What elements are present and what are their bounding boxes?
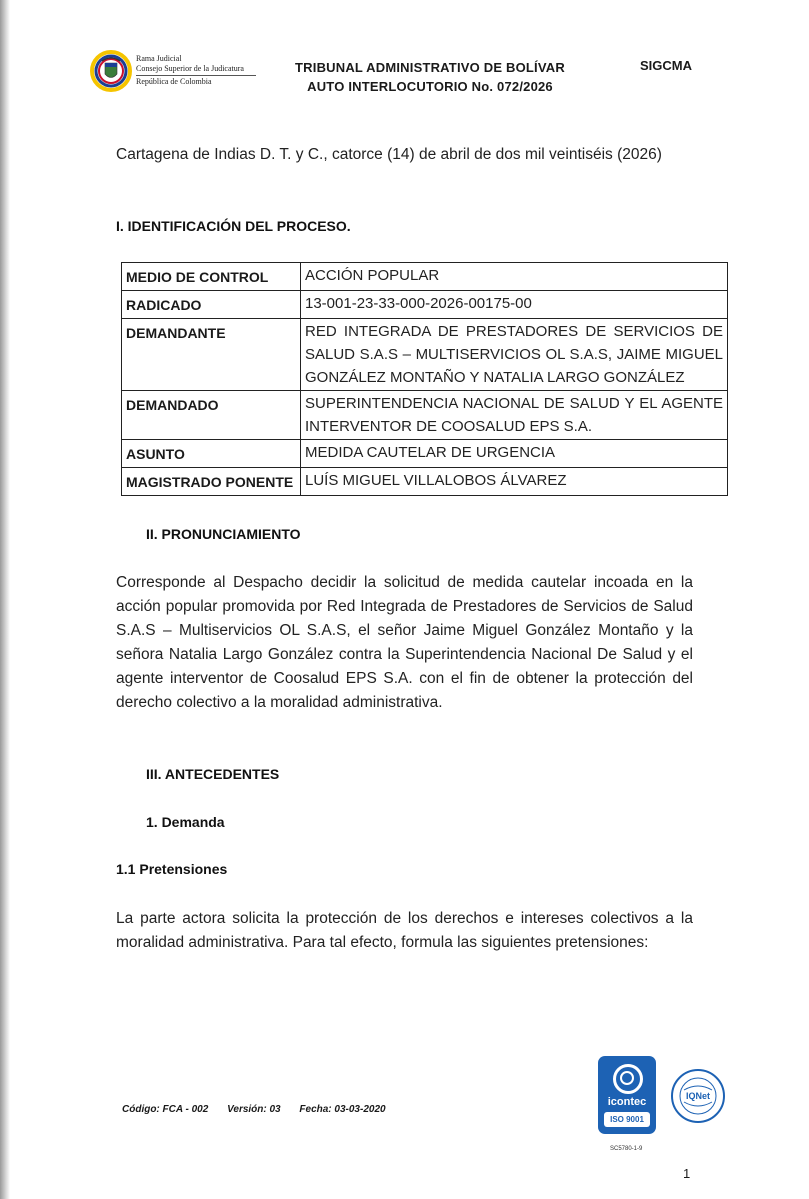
table-value-cell: LUÍS MIGUEL VILLALOBOS ÁLVAREZ — [301, 468, 728, 496]
table-value-cell: MEDIDA CAUTELAR DE URGENCIA — [301, 440, 728, 468]
footer-version: Versión: 03 — [227, 1104, 281, 1115]
table-key-cell: ASUNTO — [122, 440, 301, 468]
process-identification-table — [121, 262, 728, 496]
table-key-cell: DEMANDANTE — [122, 319, 301, 391]
rama-judicial-logo — [90, 48, 260, 96]
pretensiones-paragraph: La parte actora solicita la protección de los derechos e intereses colectivos a la moralidad administrativa. Para tal efecto, formula las siguientes pretensiones: — [116, 910, 693, 951]
court-name: TRIBUNAL ADMINISTRATIVO DE BOLÍVAR — [295, 60, 565, 75]
iqnet-label: IQNet — [685, 1091, 711, 1101]
logo-text — [136, 54, 244, 87]
section-1-heading: I. IDENTIFICACIÓN DEL PROCESO. — [116, 218, 351, 234]
auto-number: AUTO INTERLOCUTORIO No. 072/2026 — [307, 79, 553, 94]
table-row — [122, 468, 728, 496]
certificate-code: SC5780-1-9 — [610, 1146, 643, 1152]
icontec-name: icontec — [607, 1096, 647, 1108]
icontec-inner-ring-icon — [620, 1071, 634, 1085]
subsection-1-heading: 1. Demanda — [146, 814, 225, 830]
table-row — [122, 291, 728, 319]
document-title — [240, 58, 620, 96]
table-key-cell: RADICADO — [122, 291, 301, 319]
table-value-cell: 13-001-23-33-000-2026-00175-00 — [301, 291, 728, 319]
iso-label: ISO 9001 — [604, 1112, 650, 1127]
logo-line-1: Rama Judicial — [136, 54, 182, 63]
subsection-1-1-heading: 1.1 Pretensiones — [116, 861, 228, 877]
iqnet-certification-logo — [670, 1068, 726, 1124]
icontec-certification-logo — [598, 1056, 656, 1134]
document-footer — [122, 1104, 402, 1115]
colombia-coat-of-arms-icon — [90, 50, 132, 92]
table-row — [122, 391, 728, 440]
table-value-cell: RED INTEGRADA DE PRESTADORES DE SERVICIOS DE SALUD S.A.S – MULTISERVICIOS OL S.A.S, JAIME MIGUEL GONZÁLEZ MONTAÑO Y NATALIA LARGO GONZÁLEZ — [301, 319, 728, 391]
table-value-cell: ACCIÓN POPULAR — [301, 263, 728, 291]
page-number: 1 — [683, 1166, 691, 1181]
section-2-paragraph: Corresponde al Despacho decidir la solicitud de medida cautelar incoada en la acción popular promovida por Red Integrada de Prestadores de Servicios de Salud S.A.S – Multiservicios OL S.A.S, el señor Jaime Miguel González Montaño y la señora Natalia Largo González contra la Superintendencia Nacional De Salud y el agente interventor de Coosalud EPS S.A. con el fin de obtener la protección del derecho colectivo a la moralidad administrativa. — [116, 574, 693, 711]
table-key-cell: MAGISTRADO PONENTE — [122, 468, 301, 496]
table-row — [122, 440, 728, 468]
logo-line-2: Consejo Superior de la Judicatura — [136, 64, 244, 73]
table-key-cell: DEMANDADO — [122, 391, 301, 440]
date-line: Cartagena de Indias D. T. y C., catorce (14) de abril de dos mil veintiséis (2026) — [116, 146, 662, 163]
system-code: SIGCMA — [640, 58, 692, 73]
table-row — [122, 319, 728, 391]
logo-line-3: República de Colombia — [136, 77, 212, 86]
footer-date: Fecha: 03-03-2020 — [299, 1104, 386, 1115]
page-edge-shadow — [0, 0, 10, 1199]
section-3-heading: III. ANTECEDENTES — [146, 766, 280, 782]
footer-code: Código: FCA - 002 — [122, 1104, 209, 1115]
section-2-heading: II. PRONUNCIAMIENTO — [146, 526, 301, 542]
logo-rule — [136, 75, 256, 76]
table-row — [122, 263, 728, 291]
table-value-cell: SUPERINTENDENCIA NACIONAL DE SALUD Y EL AGENTE INTERVENTOR DE COOSALUD EPS S.A. — [301, 391, 728, 440]
table-key-cell: MEDIO DE CONTROL — [122, 263, 301, 291]
